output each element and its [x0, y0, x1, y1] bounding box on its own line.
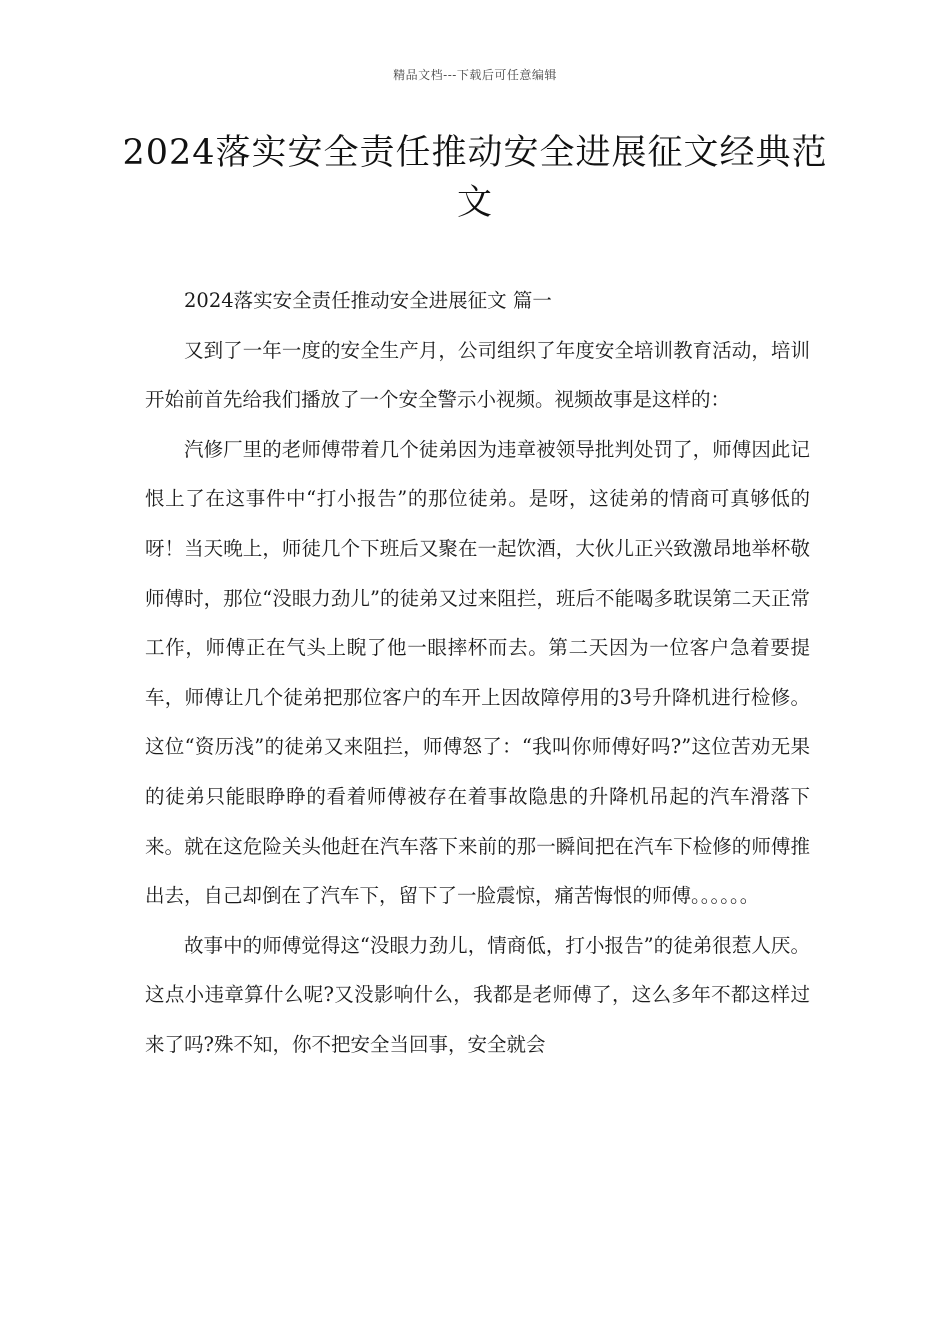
paragraph: 又到了一年一度的安全生产月，公司组织了年度安全培训教育活动，培训开始前首先给我们播放了一个安全警示小视频。视频故事是这样的： [145, 338, 810, 412]
header-note: 精品文档---下载后可任意编辑 [393, 68, 557, 82]
document-body [145, 276, 810, 1070]
section-subheading: 2024落实安全责任推动安全进展征文 篇一 [184, 289, 552, 312]
document-title: 2024落实安全责任推动安全进展征文经典范文 [122, 133, 828, 223]
paragraph: 汽修厂里的老师傅带着几个徒弟因为违章被领导批判处罚了，师傅因此记恨上了在这事件中“打小报告”的那位徒弟。是呀，这徒弟的情商可真够低的呀！当天晚上，师徒几个下班后又聚在一起饮酒，大伙儿正兴致激昂地举杯敬师傅时，那位“没眼力劲儿”的徒弟又过来阻拦，班后不能喝多耽误第二天正常工作，师傅正在气头上睨了他一眼摔杯而去。第二天因为一位客户急着要提车，师傅让几个徒弟把那位客户的车开上因故障停用的3号升降机进行检修。这位“资历浅”的徒弟又来阻拦，师傅怒了：“我叫你师傅好吗?”这位苦劝无果的徒弟只能眼睁睁的看着师傅被存在着事故隐患的升降机吊起的汽车滑落下来。就在这危险关头他赶在汽车落下来前的那一瞬间把在汽车下检修的师傅推出去，自己却倒在了汽车下，留下了一脸震惊，痛苦悔恨的师傅。。。。。。 [145, 437, 810, 908]
paragraph: 故事中的师傅觉得这“没眼力劲儿，情商低，打小报告”的徒弟很惹人厌。这点小违章算什么呢?又没影响什么，我都是老师傅了，这么多年不都这样过来了吗?殊不知，你不把安全当回事，安全就会 [145, 933, 810, 1056]
